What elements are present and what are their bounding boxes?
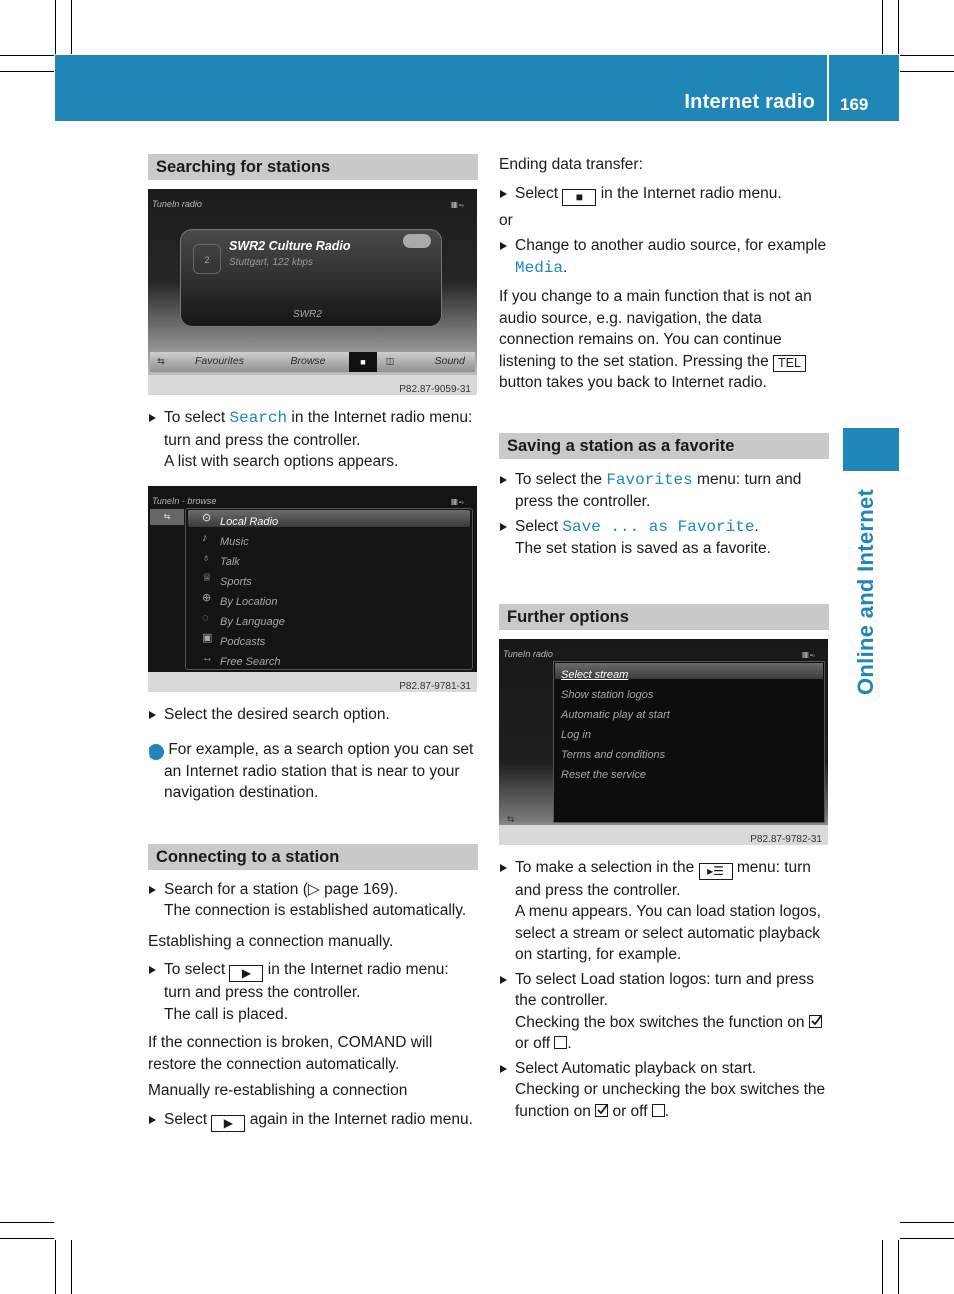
crop-mark	[898, 1240, 899, 1294]
trophy-icon: ♕	[202, 571, 212, 584]
step-text: To select	[164, 961, 230, 978]
back-icon: ⇆	[507, 813, 515, 824]
menu-option: Reset the service	[561, 768, 646, 781]
checkbox-checked-icon	[809, 1015, 822, 1028]
crop-mark	[900, 55, 954, 56]
screen-app-title: TuneIn radio	[152, 199, 202, 209]
left-column	[145, 154, 478, 1132]
step-result: Checking or unchecking the box switches the function on or off .	[515, 1081, 826, 1120]
paragraph: If the connection is broken, COMAND will restore the connection automatically.	[148, 1034, 433, 1073]
keyword-save-as-favorite: Save ... as Favorite	[562, 517, 755, 536]
crop-mark	[55, 0, 56, 54]
menu-option: Show station logos	[561, 688, 654, 701]
checkbox-checked-icon	[595, 1104, 608, 1117]
step-options-menu	[499, 857, 829, 902]
tel-button-icon: TEL	[773, 355, 806, 372]
browse-item: By Location	[220, 595, 278, 608]
section-heading-further: Further options	[499, 604, 829, 630]
crop-mark	[0, 1238, 54, 1239]
step-text: To select the	[515, 470, 607, 488]
crop-mark	[55, 1240, 56, 1294]
signal-icon: IIIII ⁃◦	[450, 497, 463, 507]
info-note	[145, 739, 478, 804]
step-text: .	[754, 517, 759, 535]
podcast-icon: ▣	[202, 631, 213, 644]
step-result: The set station is saved as a favorite.	[515, 540, 771, 557]
checkbox-unchecked-icon	[554, 1036, 567, 1049]
screen-caption: P82.87-9059-31	[148, 375, 477, 395]
paragraph-text: If you change to a main function that is not an audio source, e.g. navigation, the data connection remains on. You can continue listening to the set station. Pressing the	[499, 288, 812, 370]
screenshot-options-menu	[499, 639, 828, 845]
crop-mark	[71, 1240, 72, 1294]
crop-mark	[882, 1240, 883, 1294]
step-save-favorite	[499, 516, 829, 539]
crop-mark	[900, 71, 954, 72]
step-text: in the Internet radio menu: turn and press the controller.	[164, 409, 473, 449]
stop-icon: ■	[562, 189, 596, 206]
step-select-play-again	[148, 1109, 478, 1132]
info-text: For example, as a search option you can set an Internet radio station that is near to your navigation destination.	[164, 741, 474, 801]
header-divider	[827, 55, 829, 121]
signal-icon: IIIII ⁃◦	[801, 650, 814, 660]
globe-icon: ⊕	[202, 591, 212, 604]
screen-caption: P82.87-9781-31	[148, 672, 477, 692]
menu-option: Terms and conditions	[561, 748, 666, 761]
crop-mark	[900, 1222, 954, 1223]
step-result: The call is placed.	[164, 1005, 289, 1023]
location-icon: ⊙	[202, 511, 212, 524]
info-icon: i	[148, 744, 164, 760]
paragraph	[499, 286, 829, 394]
microphone-icon: ♁	[202, 551, 211, 564]
screen-app-title: TuneIn - browse	[152, 495, 217, 506]
step-text: again in the Internet radio menu.	[245, 1110, 473, 1128]
menu-title-text: Select stream	[561, 668, 629, 681]
crop-mark	[0, 71, 54, 72]
step-text: .	[563, 258, 568, 276]
screen-app-title: TuneIn radio	[503, 648, 553, 659]
paragraph-text: button takes you back to Internet radio.	[499, 374, 767, 391]
page-title: Internet radio	[684, 91, 815, 113]
browse-back-tab: ⇆	[150, 509, 184, 525]
step-result: A menu appears. You can load station logos, select a stream or select automatic playback on starting, for example.	[515, 903, 821, 963]
music-icon: ♪	[202, 531, 208, 544]
crop-mark	[882, 0, 883, 54]
crop-mark	[900, 1238, 954, 1239]
section-heading-searching: Searching for stations	[148, 154, 478, 180]
step-select-play	[148, 959, 478, 1004]
step-result-text: Checking the box switches the function on	[515, 1013, 805, 1031]
keyword-media: Media	[515, 258, 564, 277]
browse-item: Podcasts	[220, 635, 266, 648]
station-number: 2	[193, 244, 221, 274]
keyword-favorites: Favorites	[606, 470, 693, 489]
step-text: menu: turn and press the controller.	[515, 470, 802, 510]
step-text: in the Internet radio menu: turn and press the controller.	[164, 961, 449, 1001]
screen-caption: P82.87-9782-31	[499, 825, 828, 845]
paragraph: Establishing a connection manually.	[148, 932, 394, 950]
bottom-item-sound: Sound	[434, 355, 465, 368]
paragraph: Manually re-establishing a connection	[148, 1082, 408, 1099]
or-text: or	[499, 211, 513, 229]
chapter-label: Online and Internet	[853, 488, 878, 695]
crop-mark	[898, 0, 899, 54]
step-text: Select	[515, 184, 563, 202]
section-heading-connecting: Connecting to a station	[148, 844, 478, 870]
station-name: SWR2 Culture Radio	[229, 239, 351, 253]
menu-option: Log in	[561, 728, 591, 741]
bottom-item-browse: Browse	[290, 355, 326, 368]
chapter-tab	[843, 428, 899, 471]
browse-item: Free Search	[220, 655, 281, 668]
step-select-search	[148, 407, 478, 451]
step-text: Select	[164, 1110, 212, 1128]
step-text: To select	[164, 409, 230, 426]
step-select-stop	[499, 183, 829, 206]
screen-bottom-bar	[150, 352, 475, 372]
crop-mark	[71, 0, 72, 54]
browse-item: Sports	[220, 575, 252, 588]
play-icon: ▶	[229, 965, 263, 982]
step-text: To make a selection in the	[515, 858, 699, 876]
play-icon: ▶	[211, 1115, 245, 1132]
station-options-icon	[403, 234, 431, 248]
right-column	[499, 154, 829, 1122]
step-select-favorites	[499, 469, 829, 513]
browse-item: Talk	[220, 555, 240, 568]
menu-icon: ▸☰	[699, 863, 733, 880]
station-logo: SWR2	[293, 309, 322, 320]
step-result: The connection is established automatically.	[164, 902, 467, 919]
step-auto-playback: Select Automatic playback on start.	[499, 1058, 829, 1080]
bottom-item-favourites: Favourites	[194, 355, 245, 368]
step-result: Checking the box switches the function on or off .	[499, 1012, 829, 1055]
step-search-station: Search for a station (▷ page 169).	[148, 879, 478, 901]
page-header	[55, 55, 899, 121]
search-arrows-icon: ↔	[202, 651, 213, 664]
screenshot-browse-list	[148, 486, 477, 692]
station-info: Stuttgart, 122 kbps	[229, 257, 313, 268]
step-load-logos: To select Load station logos: turn and press the controller.	[499, 969, 829, 1012]
step-result-text: Checking or unchecking the box switches the function on	[515, 1081, 826, 1120]
stop-icon: ■	[349, 352, 377, 372]
step-text: Change to another audio source, for example	[515, 237, 827, 254]
step-result-text: or off	[515, 1035, 555, 1052]
step-select-option: Select the desired search option.	[148, 704, 478, 726]
page-number: 169	[840, 95, 869, 114]
browse-item: Local Radio	[220, 515, 279, 528]
browse-item: Music	[220, 535, 249, 548]
signal-icon: IIIII ⁃◦	[450, 201, 463, 210]
back-icon: ⇆	[157, 356, 165, 367]
station-card	[180, 229, 442, 327]
crop-mark	[0, 55, 54, 56]
browse-item: By Language	[220, 615, 285, 628]
step-change-source	[499, 235, 829, 279]
step-result-text: or off	[608, 1102, 652, 1120]
menu-option: Automatic play at start	[561, 708, 670, 721]
keyword-search: Search	[229, 409, 288, 427]
speech-icon: ◌	[202, 611, 209, 624]
step-result: A list with search options appears.	[164, 453, 399, 470]
step-text: menu: turn and press the controller.	[515, 858, 811, 899]
screenshot-station-display	[148, 189, 477, 395]
crop-mark	[0, 1222, 54, 1223]
section-heading-saving: Saving a station as a favorite	[499, 433, 829, 459]
paragraph: Ending data transfer:	[499, 156, 643, 173]
checkbox-unchecked-icon	[652, 1104, 665, 1117]
step-text: in the Internet radio menu.	[596, 184, 782, 202]
sound-icon: ◫	[385, 356, 395, 367]
step-text: Select	[515, 517, 563, 535]
